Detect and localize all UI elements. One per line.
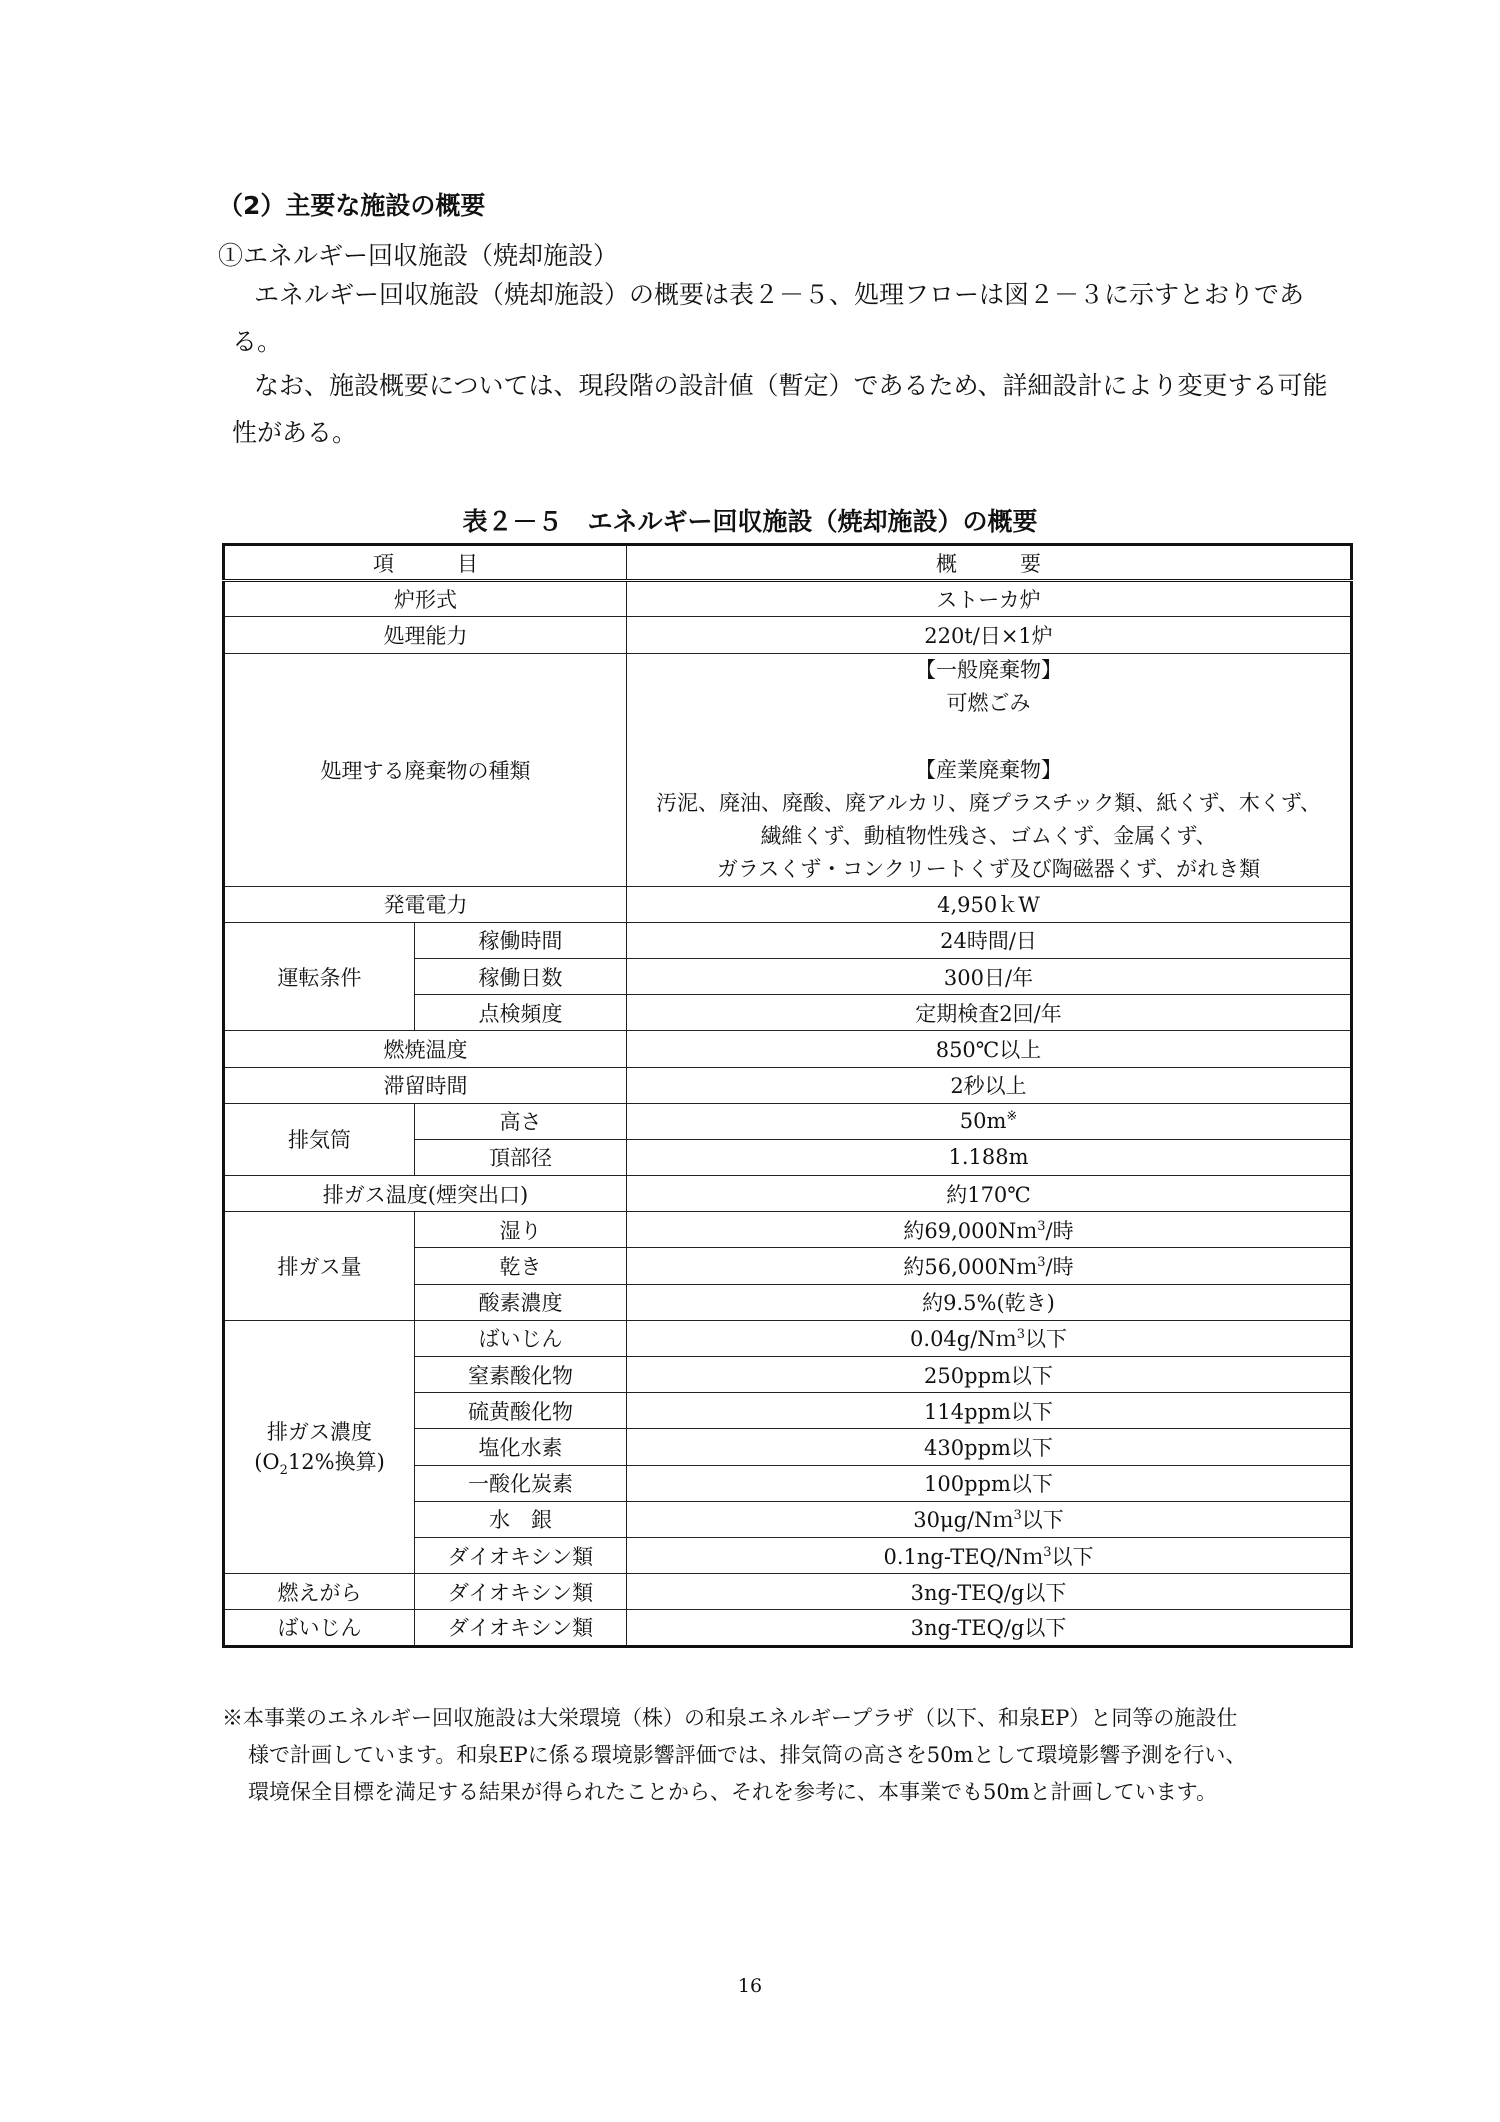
industrial-waste-line: ガラスくず・コンクリートくず及び陶磁器くず、がれき類 <box>716 856 1261 881</box>
subscript: 2 <box>279 1463 288 1479</box>
row-label: 稼働日数 <box>415 958 627 994</box>
row-value <box>627 1501 1352 1537</box>
row-value: 250ppm以下 <box>627 1357 1352 1393</box>
row-label: 窒素酸化物 <box>415 1357 627 1393</box>
table-footnote <box>222 1700 1362 1811</box>
waste-types-cell <box>627 653 1352 886</box>
industrial-waste-heading: 【産業廃棄物】 <box>915 757 1062 782</box>
note-paragraph: なお、施設概要については、現段階の設計値（暫定）であるため、詳細設計により変更する可能性がある。 <box>232 371 1328 447</box>
footnote-line: ※本事業のエネルギー回収施設は大栄環境（株）の和泉エネルギープラザ（以下、和泉EP）と同等の施設仕 <box>222 1706 1238 1730</box>
group-label: ばいじん <box>224 1610 415 1646</box>
row-label: 一酸化炭素 <box>415 1465 627 1501</box>
row-label: 硫黄酸化物 <box>415 1393 627 1429</box>
table-row <box>224 1574 1352 1610</box>
stack-height-value: 50m <box>959 1109 1007 1134</box>
table-row <box>224 1610 1352 1646</box>
row-label: 水 銀 <box>415 1501 627 1537</box>
row-value: ストーカ炉 <box>627 581 1352 617</box>
row-value: 定期検査2回/年 <box>627 995 1352 1031</box>
superscript: 3 <box>1013 1508 1022 1524</box>
table-row <box>224 617 1352 653</box>
row-label: ダイオキシン類 <box>415 1537 627 1573</box>
row-value: 2秒以上 <box>627 1067 1352 1103</box>
row-value: 3ng-TEQ/g以下 <box>627 1610 1352 1646</box>
row-value <box>627 1212 1352 1248</box>
row-value: 3ng-TEQ/g以下 <box>627 1574 1352 1610</box>
value-text: 約69,000Nｍ <box>903 1218 1038 1243</box>
row-label: 燃焼温度 <box>224 1031 627 1067</box>
superscript: 3 <box>1043 1544 1052 1560</box>
intro-paragraph: エネルギー回収施設（焼却施設）の概要は表２－５、処理フローは図２－３に示すとおりである。 <box>232 280 1305 356</box>
row-value: 100ppm以下 <box>627 1465 1352 1501</box>
note-mark: ※ <box>1006 1109 1018 1125</box>
row-value: 430ppm以下 <box>627 1429 1352 1465</box>
row-label: 炉形式 <box>224 581 627 617</box>
superscript: 3 <box>1016 1327 1025 1343</box>
row-label: ばいじん <box>415 1320 627 1356</box>
row-label: 湿り <box>415 1212 627 1248</box>
row-label: 発電電力 <box>224 886 627 922</box>
general-waste-items: 可燃ごみ <box>946 690 1031 715</box>
row-label: 頂部径 <box>415 1139 627 1175</box>
row-value: 1.188m <box>627 1139 1352 1175</box>
table-row <box>224 653 1352 886</box>
value-text: 以下 <box>1024 1327 1067 1352</box>
row-value: 約170℃ <box>627 1176 1352 1212</box>
group-label: 運転条件 <box>224 922 415 1031</box>
label-text: 12%換算) <box>287 1449 385 1474</box>
row-label: 酸素濃度 <box>415 1284 627 1320</box>
row-label: 処理する廃棄物の種類 <box>224 653 627 886</box>
row-value: 4,950ｋW <box>627 886 1352 922</box>
footnote-line: 環境保全目標を満足する結果が得られたことから、それを参考に、本事業でも50mと計画しています。 <box>248 1780 1217 1804</box>
group-label <box>224 1320 415 1573</box>
label-text: (O <box>254 1449 280 1474</box>
table-caption: 表２－５ エネルギー回収施設（焼却施設）の概要 <box>462 507 1038 536</box>
industrial-waste-line: 汚泥、廃油、廃酸、廃アルカリ、廃プラスチック類、紙くず、木くず、 <box>655 790 1322 815</box>
row-value <box>627 1248 1352 1284</box>
row-label: 滞留時間 <box>224 1067 627 1103</box>
value-text: 0.1ng-TEQ/Nｍ <box>883 1544 1044 1569</box>
table-row <box>224 886 1352 922</box>
value-text: 以下 <box>1021 1508 1064 1533</box>
footnote-line: 様で計画しています。和泉EPに係る環境影響評価では、排気筒の高さを50mとして環境影響予測を行い、 <box>248 1743 1247 1767</box>
industrial-waste-line: 繊維くず、動植物性残さ、ゴムくず、金属くず、 <box>760 823 1217 848</box>
table-header-row <box>224 545 1352 581</box>
value-text: /時 <box>1045 1218 1074 1243</box>
group-label: 排ガス量 <box>224 1212 415 1321</box>
row-value: 850℃以上 <box>627 1031 1352 1067</box>
table-row <box>224 1031 1352 1067</box>
row-label: 高さ <box>415 1103 627 1139</box>
row-label: ダイオキシン類 <box>415 1610 627 1646</box>
superscript: 3 <box>1037 1218 1046 1234</box>
header-item: 項 目 <box>224 545 627 581</box>
row-label: 塩化水素 <box>415 1429 627 1465</box>
value-text: 0.04g/Nｍ <box>910 1327 1017 1352</box>
row-value: 114ppm以下 <box>627 1393 1352 1429</box>
group-label: 燃えがら <box>224 1574 415 1610</box>
facility-spec-table <box>222 543 1353 1648</box>
row-label: 点検頻度 <box>415 995 627 1031</box>
row-value <box>627 1103 1352 1139</box>
value-text: 約56,000Nｍ <box>903 1255 1038 1280</box>
row-value: 24時間/日 <box>627 922 1352 958</box>
section-title: （2）主要な施設の概要 <box>218 191 486 220</box>
table-row <box>224 1067 1352 1103</box>
group-label-line <box>225 1446 414 1478</box>
superscript: 3 <box>1037 1255 1046 1271</box>
page-number: 16 <box>737 1975 763 1997</box>
row-value: 300日/年 <box>627 958 1352 994</box>
row-label: 乾き <box>415 1248 627 1284</box>
value-text: 30μg/Nｍ <box>913 1508 1014 1533</box>
value-text: /時 <box>1045 1255 1074 1280</box>
row-value <box>627 1537 1352 1573</box>
group-label-line: 排ガス濃度 <box>267 1419 372 1444</box>
row-value: 220t/日×1炉 <box>627 617 1352 653</box>
general-waste-heading: 【一般廃棄物】 <box>915 657 1062 682</box>
row-label: 処理能力 <box>224 617 627 653</box>
subsection-title: ①エネルギー回収施設（焼却施設） <box>218 241 619 270</box>
table-row <box>224 1176 1352 1212</box>
row-value <box>627 1320 1352 1356</box>
table-row <box>224 922 1352 958</box>
row-label: 稼働時間 <box>415 922 627 958</box>
value-text: 以下 <box>1051 1544 1094 1569</box>
table-row <box>224 1212 1352 1248</box>
table-row <box>224 1103 1352 1139</box>
row-value: 約9.5%(乾き) <box>627 1284 1352 1320</box>
table-row <box>224 581 1352 617</box>
row-label: 排ガス温度(煙突出口) <box>224 1176 627 1212</box>
table-row <box>224 1320 1352 1356</box>
group-label: 排気筒 <box>224 1103 415 1175</box>
row-label: ダイオキシン類 <box>415 1574 627 1610</box>
header-summary: 概 要 <box>627 545 1352 581</box>
